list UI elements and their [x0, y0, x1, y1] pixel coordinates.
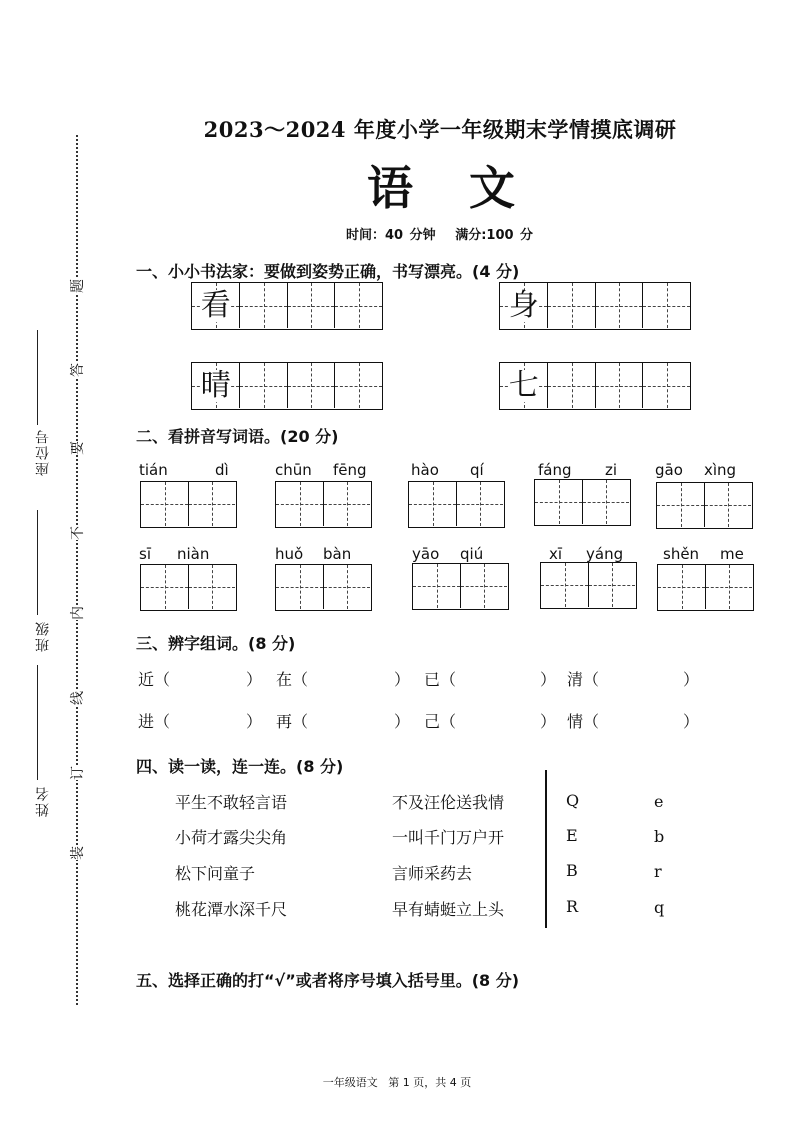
name-blank[interactable] [37, 665, 38, 780]
binding-dotted-line [76, 135, 78, 1005]
class-label: 班级 [35, 620, 51, 652]
writing-cell[interactable] [287, 283, 335, 328]
close-paren: ） [540, 670, 557, 689]
close-paren: ） [540, 712, 557, 731]
close-paren: ） [394, 712, 411, 731]
pinyin: shěn [663, 545, 700, 563]
pinyin: fáng [538, 461, 572, 479]
writing-cell[interactable] [239, 363, 287, 408]
pinyin: dì [215, 461, 229, 479]
close-paren: ） [683, 712, 700, 731]
time-score-info: 时间：40 分钟 满分:100 分 [346, 228, 534, 243]
poem-line-left[interactable]: 平生不敢轻言语 [175, 793, 288, 812]
tianzige-row [191, 362, 383, 410]
pinyin: me [720, 545, 744, 563]
pinyin: qiú [460, 545, 484, 563]
pinyin: niàn [177, 545, 210, 563]
pinyin: tián [139, 461, 168, 479]
class-blank[interactable] [37, 510, 38, 615]
section-5-title: 五、选择正确的打“√”或者将序号填入括号里。(8 分) [136, 971, 520, 990]
section-3-title: 三、辨字组词。(8 分) [136, 634, 296, 653]
writing-cell[interactable] [642, 283, 690, 328]
seal-char: 不 [70, 526, 86, 540]
pinyin: yāo [412, 545, 440, 563]
word-writing-box[interactable] [412, 563, 509, 610]
poem-line-right[interactable]: 言师采药去 [392, 864, 473, 883]
uppercase-letter[interactable]: B [566, 861, 578, 880]
uppercase-letter[interactable]: R [566, 897, 579, 916]
section-4-title: 四、读一读，连一连。(8 分) [136, 757, 344, 776]
pinyin: zi [605, 461, 618, 479]
lowercase-letter[interactable]: r [654, 862, 662, 881]
writing-cell[interactable] [547, 363, 595, 408]
writing-cell[interactable] [334, 363, 382, 408]
char-open-paren: 已（ [424, 670, 457, 689]
writing-cell[interactable] [642, 363, 690, 408]
seat-number-label: 座位号 [35, 428, 51, 476]
char-open-paren: 在（ [276, 670, 309, 689]
uppercase-letter[interactable]: Q [566, 791, 580, 810]
model-character: 看 [200, 287, 231, 323]
pinyin: gāo [655, 461, 683, 479]
model-character: 七 [508, 367, 539, 403]
poem-line-left[interactable]: 松下问童子 [175, 864, 256, 883]
writing-cell[interactable] [595, 283, 643, 328]
word-writing-box[interactable] [656, 482, 753, 529]
tianzige-row [499, 362, 691, 410]
pinyin: xìng [704, 461, 737, 479]
word-writing-box[interactable] [408, 481, 505, 528]
word-writing-box[interactable] [140, 481, 237, 528]
seal-char: 内 [70, 606, 86, 620]
seal-char: 订 [70, 766, 86, 780]
lowercase-letter[interactable]: q [654, 898, 665, 917]
seal-char: 题 [70, 279, 86, 293]
page-footer: 一年级语文 第 1 页，共 4 页 [322, 1076, 472, 1089]
lowercase-letter[interactable]: e [654, 792, 664, 811]
poem-line-left[interactable]: 小荷才露尖尖角 [175, 828, 288, 847]
seal-char: 装 [70, 846, 86, 860]
poem-line-right[interactable]: 早有蜻蜓立上头 [392, 900, 505, 919]
char-open-paren: 近（ [138, 670, 171, 689]
pinyin: huǒ [275, 545, 304, 563]
char-open-paren: 进（ [138, 712, 171, 731]
word-writing-box[interactable] [275, 481, 372, 528]
close-paren: ） [246, 670, 263, 689]
tianzige-row [191, 282, 383, 330]
tianzige-row [499, 282, 691, 330]
close-paren: ） [683, 670, 700, 689]
pinyin: xī [549, 545, 563, 563]
pinyin: yáng [586, 545, 624, 563]
pinyin: bàn [323, 545, 352, 563]
word-writing-box[interactable] [275, 564, 372, 611]
pinyin: fēng [333, 461, 367, 479]
writing-cell[interactable] [287, 363, 335, 408]
uppercase-letter[interactable]: E [566, 826, 578, 845]
section-2-title: 二、看拼音写词语。(20 分) [136, 427, 339, 446]
word-writing-box[interactable] [657, 564, 754, 611]
word-writing-box[interactable] [540, 562, 637, 609]
poem-line-right[interactable]: 一叫千门万户开 [392, 828, 505, 847]
seal-char: 线 [70, 691, 86, 705]
writing-cell[interactable] [547, 283, 595, 328]
section-1-title: 一、小小书法家：要做到姿势正确，书写漂亮。(4 分) [136, 262, 520, 281]
subject-title: 语 文 [367, 161, 516, 215]
divider-line [545, 770, 547, 928]
char-open-paren: 清（ [567, 670, 600, 689]
word-writing-box[interactable] [140, 564, 237, 611]
lowercase-letter[interactable]: b [654, 827, 665, 846]
poem-line-right[interactable]: 不及汪伦送我情 [392, 793, 505, 812]
pinyin: sī [139, 545, 151, 563]
exam-title: 2023～2024 年度小学一年级期末学情摸底调研 [203, 117, 677, 142]
word-writing-box[interactable] [534, 479, 631, 526]
close-paren: ） [394, 670, 411, 689]
writing-cell[interactable] [595, 363, 643, 408]
pinyin: qí [470, 461, 484, 479]
pinyin: chūn [275, 461, 312, 479]
poem-line-left[interactable]: 桃花潭水深千尺 [175, 900, 288, 919]
seal-char: 答 [70, 363, 86, 377]
seal-char: 要 [70, 441, 86, 455]
writing-cell[interactable] [334, 283, 382, 328]
model-character: 晴 [200, 367, 231, 403]
char-open-paren: 己（ [424, 712, 457, 731]
name-label: 姓名 [35, 785, 51, 817]
char-open-paren: 再（ [276, 712, 309, 731]
model-character: 身 [508, 287, 539, 323]
close-paren: ） [246, 712, 263, 731]
char-open-paren: 情（ [567, 712, 600, 731]
seat-number-blank[interactable] [37, 330, 38, 425]
pinyin: hào [411, 461, 439, 479]
writing-cell[interactable] [239, 283, 287, 328]
